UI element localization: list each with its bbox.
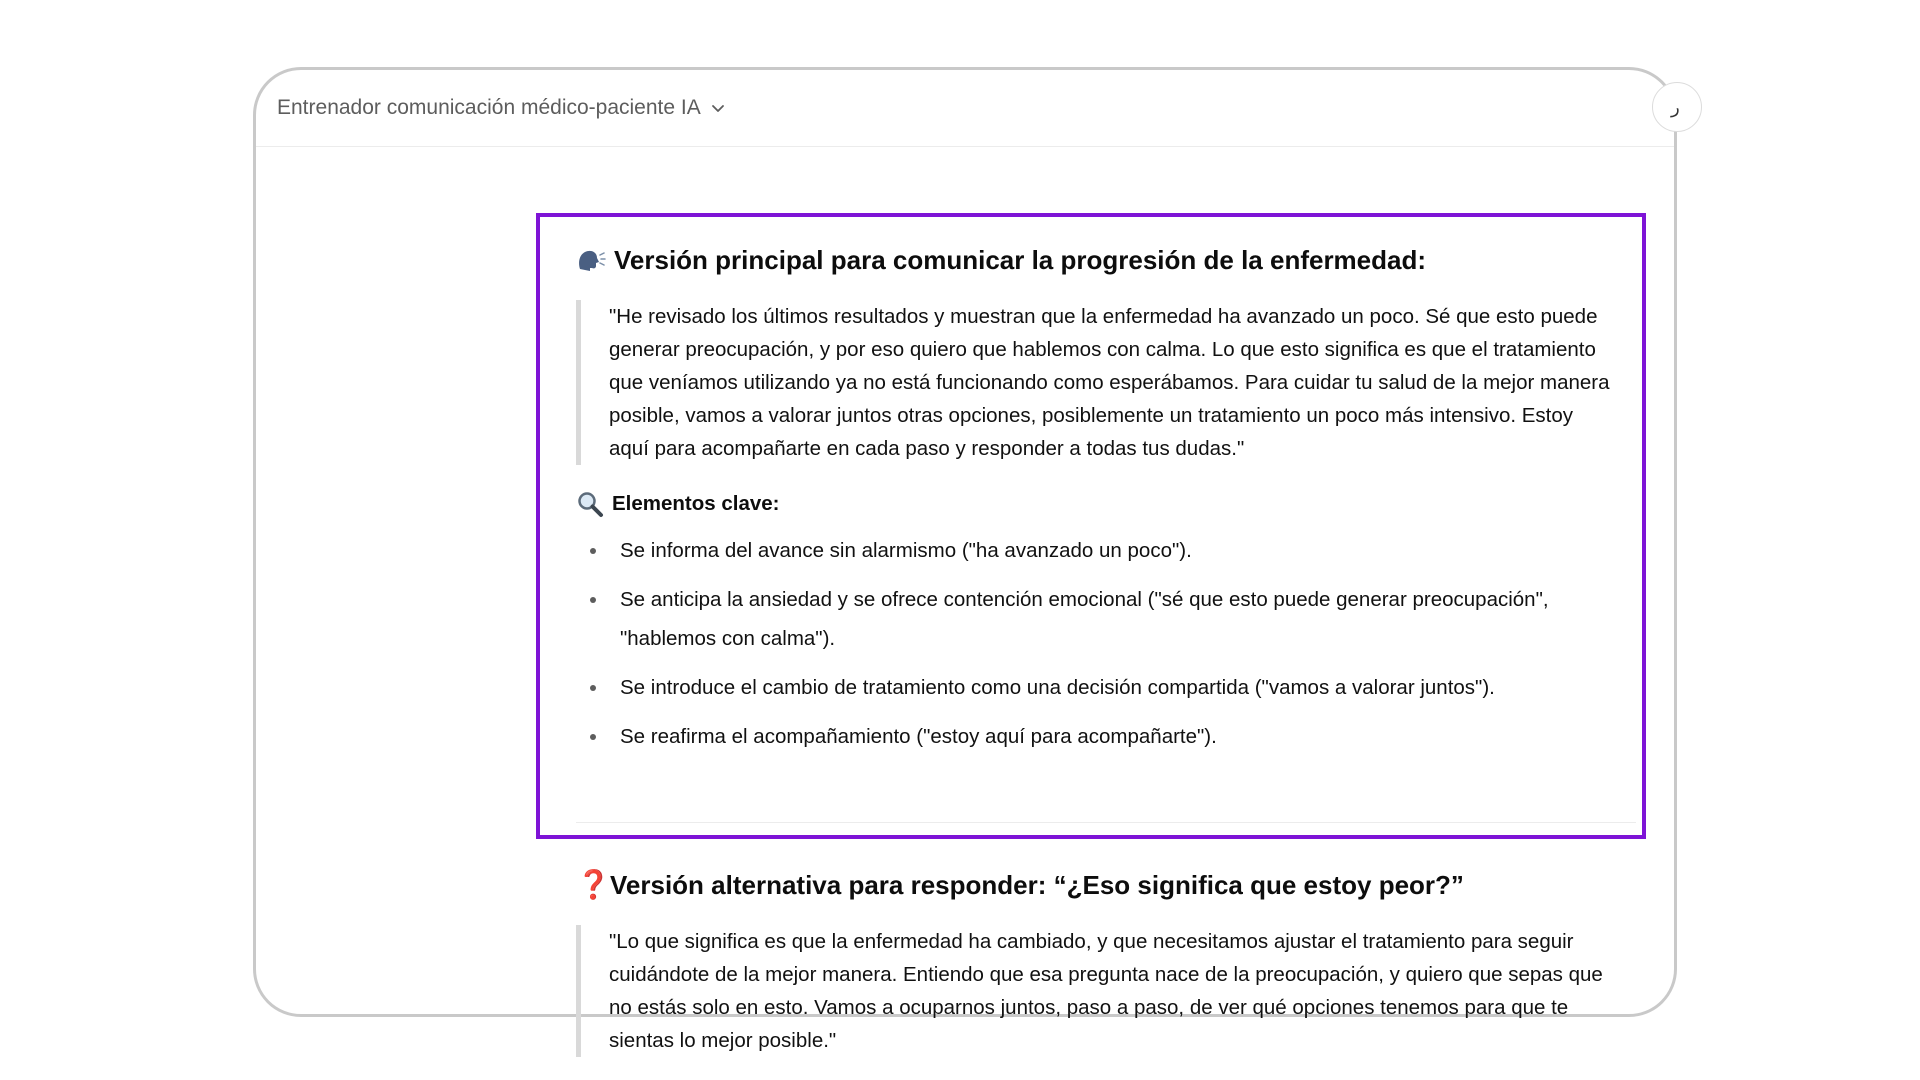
key-elements-list [576, 531, 1616, 756]
question-mark-icon: ❓ [576, 869, 611, 900]
section-heading-text: Versión principal para comunicar la progresión de la enfermedad: [614, 245, 1427, 275]
section-divider [576, 822, 1636, 823]
list-item: Se reafirma el acompañamiento ("estoy aquí para acompañarte"). [576, 717, 1560, 756]
key-elements-heading-text: Elementos clave: [612, 492, 780, 515]
speaking-head-icon [576, 247, 606, 273]
app-window [253, 67, 1680, 1052]
response-section-main [576, 242, 1616, 766]
model-title: Entrenador comunicación médico-paciente IA [277, 96, 701, 119]
header-action-button[interactable] [1652, 82, 1702, 132]
model-selector[interactable] [277, 92, 725, 124]
magnifier-icon [576, 490, 604, 518]
quote-block: "He revisado los últimos resultados y muestran que la enfermedad ha avanzado un poco. Sé que esto puede generar preocupación, y por eso quiero que hablemos con calma. Lo que esto significa es que el tratamiento que veníamos utilizando ya no está funcionando como esperábamos. Para cuidar tu salud de la mejor manera posible, vamos a valorar juntos otras opciones, posiblemente un tratamiento un poco más intensivo. Estoy aquí para acompañarte en cada paso y responder a todas tus dudas." [576, 300, 1616, 465]
response-section-alternative [576, 867, 1616, 1057]
section-heading [576, 867, 1616, 903]
section-heading-text: Versión alternativa para responder: “¿Eso significa que estoy peor?” [610, 870, 1464, 900]
list-item: Se anticipa la ansiedad y se ofrece contención emocional ("sé que esto puede generar preocupación", "hablemos con calma"). [576, 580, 1560, 658]
list-item: Se introduce el cambio de tratamiento como una decisión compartida ("vamos a valorar juntos"). [576, 668, 1560, 707]
header-action-icon: ر [1671, 96, 1680, 117]
section-heading [576, 242, 1616, 278]
app-header [256, 70, 1680, 147]
key-elements-heading [576, 489, 1616, 519]
chevron-down-icon [711, 101, 725, 115]
chat-content [256, 147, 1674, 1052]
list-item: Se informa del avance sin alarmismo ("ha avanzado un poco"). [576, 531, 1560, 570]
quote-block: "Lo que significa es que la enfermedad ha cambiado, y que necesitamos ajustar el tratamiento para seguir cuidándote de la mejor manera. Entiendo que esa pregunta nace de la preocupación, y quiero que sepas que no estás solo en esto. Vamos a ocuparnos juntos, paso a paso, de ver qué opciones tenemos para que te sientas lo mejor posible." [576, 925, 1616, 1057]
